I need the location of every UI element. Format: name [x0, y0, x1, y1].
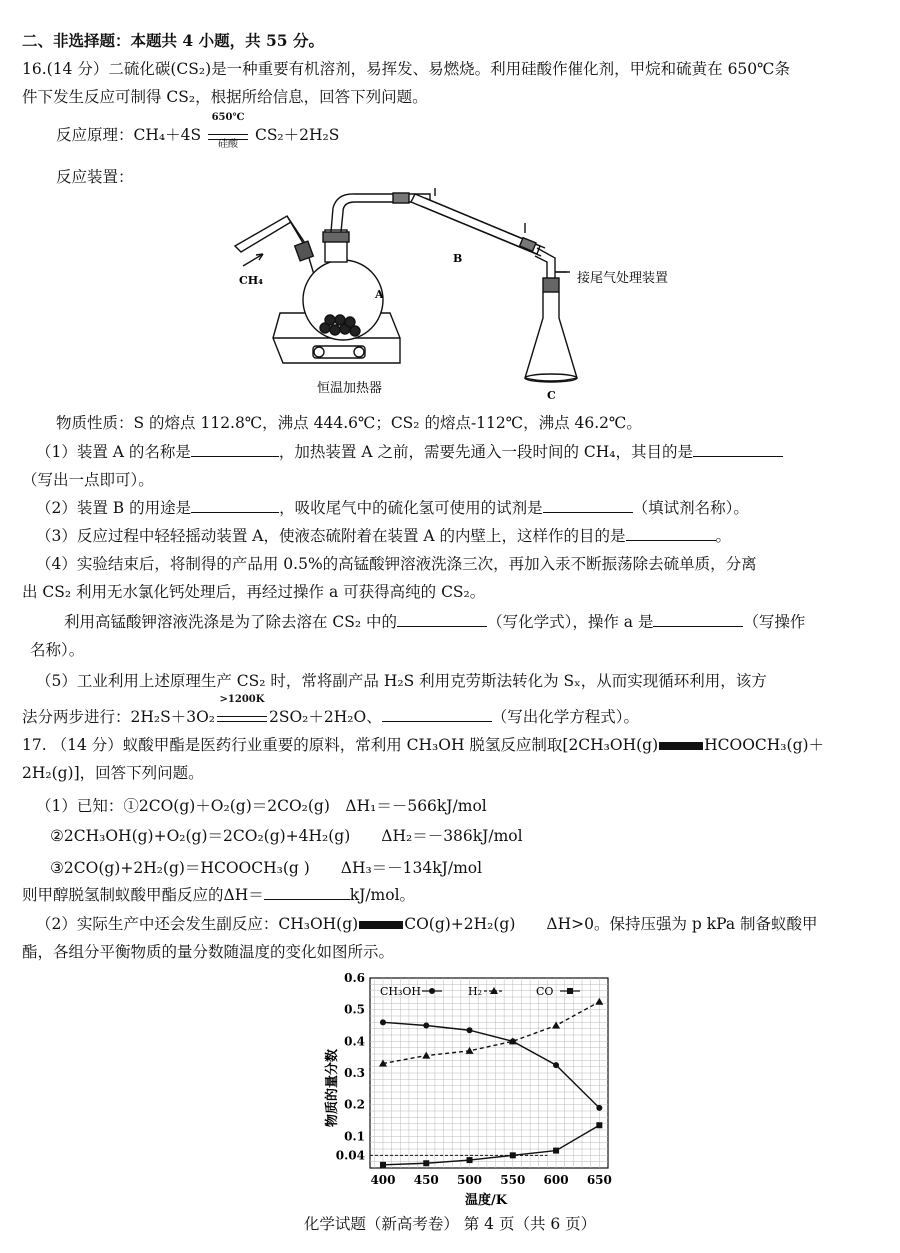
- answer-blank[interactable]: [543, 498, 633, 513]
- q16-p4c2: （写化学式），操作 a 是: [487, 613, 654, 631]
- x-tick-label: 500: [456, 1173, 483, 1187]
- label-c: C: [547, 389, 556, 402]
- q16-p4c: [64, 611, 882, 633]
- q17-dh: [22, 884, 882, 906]
- p5-condition: [217, 694, 267, 729]
- data-point: [422, 1052, 430, 1059]
- q17-side-reaction: [36, 913, 882, 935]
- answer-blank[interactable]: [653, 612, 743, 627]
- q16-p5b: [22, 694, 882, 729]
- x-tick-label: 450: [413, 1173, 439, 1187]
- answer-blank[interactable]: [264, 885, 350, 900]
- data-point: [467, 1027, 473, 1033]
- q16-p4c3: （写操作: [743, 613, 806, 631]
- answer-blank[interactable]: [693, 442, 783, 457]
- q16-p5b2: 2SO₂＋2H₂O、: [269, 708, 382, 726]
- q16-p5b3: （写出化学方程式）。: [491, 708, 639, 726]
- q16-p5a: （5）工业利用上述原理生产 CS₂ 时，常将副产品 H₂S 利用克劳斯法转化为 Sₓ，从而实现循环利用，该方: [36, 672, 767, 690]
- reversible-arrow-mark: [659, 742, 703, 750]
- label-a: A: [375, 288, 384, 301]
- q17-k4a: 则甲醇脱氢制蚁酸甲酯反应的ΔH＝: [22, 886, 264, 904]
- q17-known2: ②2CH₃OH(g)+O₂(g)＝2CO₂(g)+4H₂(g) ΔH₂＝－386kJ/mol: [50, 827, 523, 845]
- q16-p1b: ，加热装置 A 之前，需要先通入一段时间的 CH₄，其目的是: [278, 443, 693, 461]
- q17-line1b: HCOOCH₃(g)＋: [704, 736, 825, 754]
- q17-line1a: 17. （14 分）蚁酸甲酯是医药行业重要的原料，常利用 CH₃OH 脱氢反应制取[2CH₃OH(g): [22, 736, 659, 754]
- data-point: [553, 1148, 559, 1154]
- q17-known1: （1）已知：①2CO(g)＋O₂(g)＝2CO₂(g) ΔH₁＝－566kJ/mol: [36, 797, 487, 815]
- q17-line2: 2H₂(g)]，回答下列问题。: [22, 764, 204, 782]
- y-tick-label: 0.2: [344, 1097, 365, 1112]
- q16-p2b: ，吸收尾气中的硫化氢可使用的试剂是: [279, 499, 543, 517]
- y-tick-label: 0.3: [344, 1066, 365, 1080]
- mole-fraction-chart: [318, 968, 618, 1208]
- data-point: [553, 1062, 559, 1068]
- x-tick-label: 400: [370, 1173, 396, 1187]
- data-point: [423, 1023, 429, 1029]
- principle-condition: [208, 112, 248, 150]
- x-tick-label: 550: [500, 1173, 526, 1187]
- p5-cond-top: >1200K: [219, 694, 265, 705]
- q17-k4b: kJ/mol。: [349, 886, 416, 904]
- q17-known3: ③2CO(g)+2H₂(g)＝HCOOCH₃(g ) ΔH₃＝－134kJ/mol: [50, 859, 483, 877]
- principle-reactants: 反应原理：CH₄＋4S: [56, 126, 202, 144]
- data-point: [596, 1122, 602, 1128]
- q16-p2c: （填试剂名称）。: [632, 499, 749, 517]
- page-footer: 化学试题（新高考卷） 第 4 页（共 6 页）: [303, 1215, 597, 1233]
- q17-s2b: CO(g)+2H₂(g) ΔH>0。保持压强为 p kPa 制备蚁酸甲: [404, 915, 818, 933]
- q17-s2a: （2）实际生产中还会发生副反应：CH₃OH(g): [36, 915, 359, 933]
- answer-blank[interactable]: [626, 526, 716, 541]
- q16-p4b: 出 CS₂ 利用无水氯化钙处理后，再经过操作 a 可获得高纯的 CS₂。: [22, 583, 486, 601]
- legend-label: CO: [536, 985, 554, 998]
- q16-p2a: （2）装置 B 的用途是: [36, 499, 192, 517]
- x-tick-label: 600: [543, 1173, 569, 1187]
- y-tick-label: 0.04: [335, 1148, 365, 1163]
- q16-p3b: 。: [715, 527, 732, 545]
- principle-cond-top: 650℃: [211, 112, 245, 123]
- q16-p4a: （4）实验结束后，将制得的产品用 0.5%的高锰酸钾溶液洗涤三次，再加入汞不断振荡除去硫单质，分离: [36, 555, 757, 573]
- y-tick-label: 0.4: [344, 1034, 365, 1049]
- reaction-apparatus-diagram: [225, 188, 695, 403]
- data-point: [596, 1105, 602, 1111]
- q16-line1: 16.(14 分）二硫化碳(CS₂)是一种重要有机溶剂，易挥发、易燃烧。利用硅酸作催化剂，甲烷和硫黄在 650℃条: [22, 60, 790, 78]
- legend-label: CH₃OH: [380, 985, 422, 998]
- q16-p3a: （3）反应过程中轻轻摇动装置 A，使液态硫附着在装置 A 的内壁上，这样作的目的是: [36, 527, 626, 545]
- q16-line2: 件下发生反应可制得 CS₂，根据所给信息，回答下列问题。: [22, 88, 428, 106]
- legend-marker: [567, 988, 573, 994]
- y-tick-label: 0.1: [344, 1129, 365, 1144]
- chart-y-label: 物质的量分数: [325, 1048, 340, 1128]
- q16-p4c1: 利用高锰酸钾溶液洗涤是为了除去溶在 CS₂ 中的: [64, 613, 398, 631]
- q16-p5b1: 法分两步进行：2H₂S＋3O₂: [22, 708, 215, 726]
- reaction-principle: [56, 112, 882, 150]
- data-point: [510, 1152, 516, 1158]
- data-point: [380, 1162, 386, 1168]
- legend-label: H₂: [468, 985, 483, 998]
- y-tick-label: 0.6: [344, 971, 365, 985]
- label-heater: 恒温加热器: [317, 381, 383, 396]
- q16-part2: [36, 497, 882, 519]
- label-tail-gas: 接尾气处理装置: [577, 271, 669, 286]
- q16-part1: [36, 441, 882, 463]
- q16-p1a: （1）装置 A 的名称是: [36, 443, 191, 461]
- q16-p4d: 名称）。: [30, 641, 85, 659]
- principle-cond-bottom: 硅酸: [218, 139, 239, 150]
- label-ch4: CH₄: [239, 274, 263, 287]
- answer-blank[interactable]: [191, 498, 279, 513]
- data-point: [467, 1157, 473, 1163]
- apparatus-label: 反应装置：: [56, 168, 134, 186]
- answer-blank[interactable]: [397, 612, 487, 627]
- series-line: [383, 1125, 599, 1165]
- y-tick-label: 0.5: [344, 1002, 365, 1017]
- q17-line1: [22, 734, 882, 756]
- legend-marker: [429, 988, 435, 994]
- properties: 物质性质：S 的熔点 112.8℃，沸点 444.6℃；CS₂ 的熔点-112℃，沸点 46.2℃。: [56, 414, 642, 432]
- q16-p1c: （写出一点即可）。: [22, 471, 154, 489]
- q16-part3: [36, 525, 882, 547]
- principle-products: CS₂＋2H₂S: [254, 126, 340, 144]
- label-b: B: [453, 252, 463, 265]
- section-title: 二、非选择题：本题共 4 小题，共 55 分。: [22, 31, 324, 50]
- chart-x-label: 温度/K: [464, 1193, 508, 1208]
- q17-s2c: 酯，各组分平衡物质的量分数随温度的变化如图所示。: [22, 943, 395, 961]
- answer-blank[interactable]: [382, 707, 492, 722]
- x-tick-label: 650: [586, 1173, 612, 1187]
- data-point: [423, 1160, 429, 1166]
- data-point: [380, 1019, 386, 1025]
- data-point: [595, 998, 603, 1005]
- answer-blank[interactable]: [191, 442, 279, 457]
- reversible-arrow-mark: [359, 921, 403, 929]
